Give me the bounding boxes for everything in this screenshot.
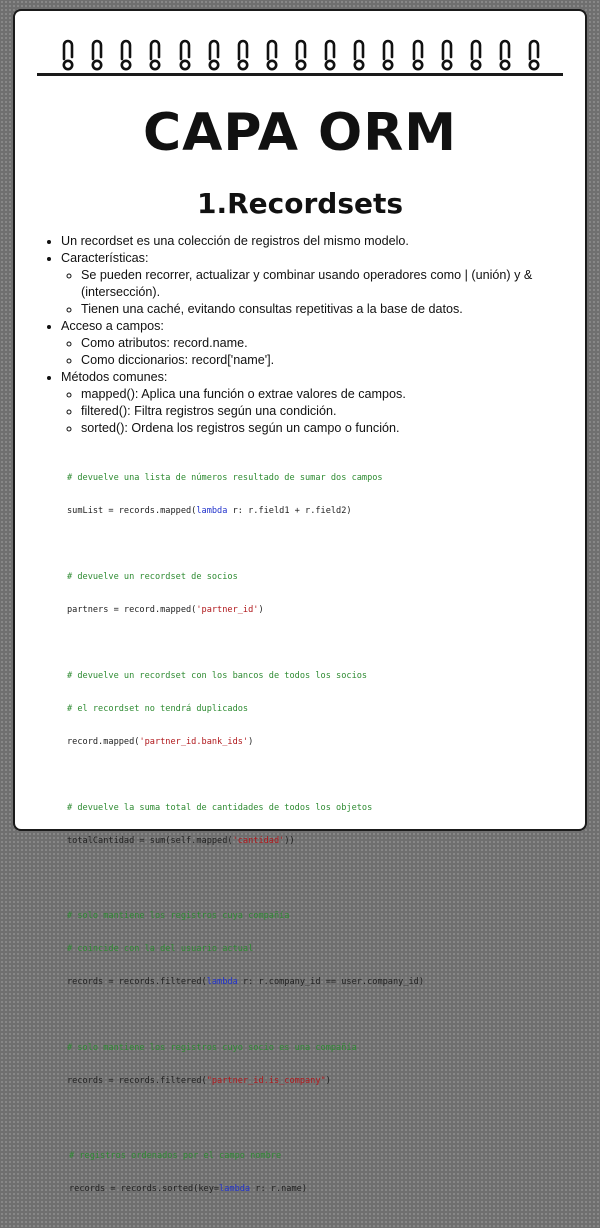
spiral-ring-icon	[59, 39, 79, 71]
list-item: ◦ Tienen una caché, evitando consultas repetitivas a la base de datos.	[81, 301, 570, 318]
code-block	[67, 781, 547, 869]
code-comment: # devuelve un recordset con los bancos de todos los socios	[67, 671, 368, 681]
list-item: ◦ Se pueden recorrer, actualizar y combinar usando operadores como | (unión) y & (intersección).	[81, 267, 570, 301]
code-comment: # devuelve una lista de números resultado de sumar dos campos	[67, 473, 383, 483]
spiral-ring-icon	[525, 39, 545, 71]
bullet-list	[45, 233, 570, 437]
code-comment: # coincide con la del usuario actual	[67, 944, 254, 954]
code-line: records = records.filtered("partner_id.is_company")	[67, 1076, 331, 1086]
code-comment: # registros ordenados por el campo nombre	[69, 1151, 282, 1161]
code-example	[67, 451, 547, 1228]
list-item: ◦ mapped(): Aplica una función o extrae valores de campos.	[81, 386, 570, 403]
spiral-ring-icon	[321, 39, 341, 71]
code-line: totalCantidad = sum(self.mapped('cantidad'))	[67, 836, 295, 846]
list-item: • Un recordset es una colección de registros del mismo modelo.	[61, 233, 570, 250]
code-block	[67, 1021, 547, 1109]
code-line: records = records.sorted(key=lambda r: r.name)	[69, 1184, 308, 1194]
code-comment: # devuelve un recordset de socios	[67, 572, 238, 582]
list-item: ◦ Como diccionarios: record['name'].	[81, 352, 570, 369]
section-title: 1.Recordsets	[196, 187, 404, 220]
list-item: ◦ sorted(): Ordena los registros según un campo o función.	[81, 420, 570, 437]
code-comment: # solo mantiene los registros cuyo socio es una compañía	[67, 1043, 357, 1053]
code-line: record.mapped('partner_id.bank_ids')	[67, 737, 254, 747]
spiral-ring-icon	[117, 39, 137, 71]
code-block	[67, 649, 547, 770]
code-block	[67, 889, 547, 1010]
spiral-ring-icon	[292, 39, 312, 71]
code-line: records = records.filtered(lambda r: r.company_id == user.company_id)	[67, 977, 425, 987]
spiral-ring-icon	[176, 39, 196, 71]
spiral-ring-icon	[234, 39, 254, 71]
spiral-binding	[59, 39, 545, 71]
spiral-ring-icon	[496, 39, 516, 71]
code-block	[67, 1129, 547, 1217]
code-block	[67, 451, 547, 539]
page-title: CAPA ORM	[142, 103, 458, 163]
list-item: • Métodos comunes: ◦ mapped(): Aplica una función o extrae valores de campos. ◦ filtered(): Filtra registros según una condición. ◦ sorted(): Ordena los registros según un campo o función.	[61, 369, 570, 437]
spiral-ring-icon	[409, 39, 429, 71]
code-comment: # solo mantiene los registros cuya compañía	[67, 911, 290, 921]
spiral-ring-icon	[146, 39, 166, 71]
spiral-ring-icon	[263, 39, 283, 71]
spiral-ring-icon	[467, 39, 487, 71]
list-item: ◦ filtered(): Filtra registros según una condición.	[81, 403, 570, 420]
spiral-ring-icon	[205, 39, 225, 71]
spiral-ring-icon	[379, 39, 399, 71]
list-item: ◦ Como atributos: record.name.	[81, 335, 570, 352]
code-line: partners = record.mapped('partner_id')	[67, 605, 264, 615]
list-item: • Características: ◦ Se pueden recorrer, actualizar y combinar usando operadores como | (unión) y & (intersección). ◦ Tienen una caché, evitando consultas repetitivas a la base de datos.	[61, 250, 570, 318]
code-comment: # devuelve la suma total de cantidades de todos los objetos	[67, 803, 373, 813]
spiral-ring-icon	[88, 39, 108, 71]
spiral-ring-icon	[438, 39, 458, 71]
code-comment: # el recordset no tendrá duplicados	[67, 704, 249, 714]
spiral-ring-icon	[350, 39, 370, 71]
list-item: • Acceso a campos: ◦ Como atributos: record.name. ◦ Como diccionarios: record['name'].	[61, 318, 570, 369]
code-block	[67, 550, 547, 638]
code-line: sumList = records.mapped(lambda r: r.field1 + r.field2)	[67, 506, 352, 516]
header-divider	[37, 73, 563, 76]
notebook-page	[13, 9, 587, 1194]
